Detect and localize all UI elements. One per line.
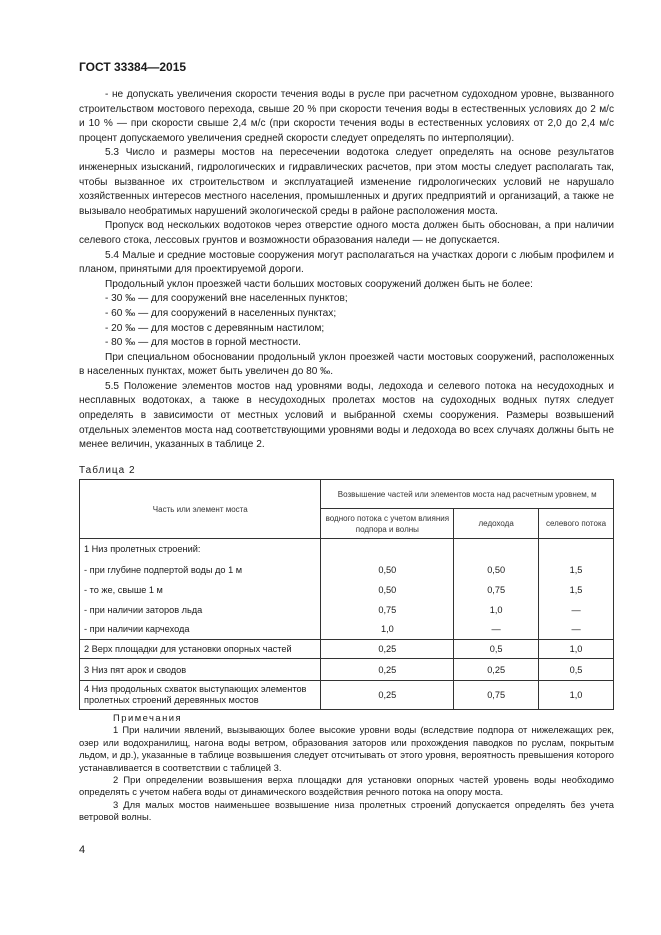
header-ice: ледохода [454, 509, 539, 539]
table-row [80, 640, 614, 659]
value-mud: 1,0 [539, 640, 614, 659]
paragraph: Пропуск вод нескольких водотоков через отверстие одного моста должен быть обоснован, а при наличии селевого стока, лессовых грунтов и возможности образования наледи — не допускается. [79, 220, 614, 246]
value-ice [454, 539, 539, 560]
elevation-table [79, 479, 614, 710]
paragraph: 5.5 Положение элементов мостов над уровнями воды, ледохода и селевого потока на несудоходных и несплавных водотоках, а также в несудоходных пролетах мостов на судоходных водных путях следует определять в зависимости от местных условий и выбранной схемы сооружения. Размеры возвышений отдельных элементов моста над соответствующими уровнями воды и ледохода во всех случаях должны быть не менее величин, указанных в таблице 2. [79, 380, 614, 451]
body-text [79, 88, 614, 453]
table-row [80, 681, 614, 710]
value-water: 0,50 [321, 580, 454, 600]
header-water: водного потока с учетом влияния подпора и волны [321, 509, 454, 539]
note-item: 2 При определении возвышения верха площадки для установки опорных частей уровень воды необходимо определять с учетом набега воды от динамического воздействия речного потока на опору моста. [79, 774, 614, 798]
value-mud: — [539, 600, 614, 620]
notes-block [79, 712, 614, 824]
row-label: 4 Низ продольных схваток выступающих элементов пролетных строений деревянных мостов [80, 681, 321, 710]
header-part: Часть или элемент моста [80, 480, 321, 539]
value-water: 0,50 [321, 560, 454, 580]
table-row [80, 620, 614, 640]
notes-title: Примечания [113, 712, 183, 723]
table-row [80, 580, 614, 600]
value-water: 0,25 [321, 659, 454, 681]
table-row [80, 600, 614, 620]
value-ice: 0,75 [454, 681, 539, 710]
row-label: - то же, свыше 1 м [80, 580, 321, 600]
value-ice: — [454, 620, 539, 640]
note-item: 3 Для малых мостов наименьшее возвышение низа пролетных строений допускается определять без учета ветровой волны. [79, 798, 614, 823]
row-label: - при наличии карчехода [80, 620, 321, 640]
header-group: Возвышение частей или элементов моста над расчетным уровнем, м [321, 480, 614, 509]
row-label: 1 Низ пролетных строений: [80, 539, 321, 560]
paragraph: Продольный уклон проезжей части больших мостовых сооружений должен быть не более: [105, 278, 533, 290]
value-mud: 0,5 [539, 659, 614, 681]
list-item: - 20 ‰ — для мостов с деревянным настилом; [105, 322, 325, 334]
note-item: 1 При наличии явлений, вызывающих более высокие уровни воды (вследствие подпора от нижележащих рек, озер или водохранилищ, нагона воды ветром, образования заторов или прохождения паводков по руслам, покрытым льдом, и др.), указанные в таблице возвышения следует отсчитывать от этого уровня, вероятность превышения которого устанавливается в соответствии с таблицей 3. [79, 724, 614, 773]
row-label: 2 Верх площадки для установки опорных частей [80, 640, 321, 659]
row-label: - при глубине подпертой воды до 1 м [80, 560, 321, 580]
value-ice: 0,5 [454, 640, 539, 659]
page-number: 4 [79, 844, 86, 856]
table-row [80, 659, 614, 681]
list-item: - 80 ‰ — для мостов в горной местности. [105, 337, 301, 349]
row-label: 3 Низ пят арок и сводов [80, 659, 321, 681]
value-water: 1,0 [321, 620, 454, 640]
value-mud: — [539, 620, 614, 640]
value-mud [539, 539, 614, 560]
paragraph: 5.3 Число и размеры мостов на пересечении водотока следует определять на основе результатов инженерных изысканий, гидрологических и гидравлических расчетов, при этом мосты следует располагать так, чтобы вызванное их строительством и эксплуатацией изменение гидрологических условий не нарушало хозяйственных интересов местного населения, промышленных и других предприятий и организаций, а также не вызывало необратимых нарушений экологической среды в районе расположения моста. [79, 147, 614, 217]
header-mud: селевого потока [539, 509, 614, 539]
value-water [321, 539, 454, 560]
document-header: ГОСТ 33384—2015 [79, 60, 187, 74]
value-ice: 1,0 [454, 600, 539, 620]
list-item: - 30 ‰ — для сооружений вне населенных пунктов; [105, 293, 348, 305]
value-mud: 1,5 [539, 580, 614, 600]
list-item: - 60 ‰ — для сооружений в населенных пунктах; [105, 307, 337, 319]
value-water: 0,25 [321, 681, 454, 710]
value-mud: 1,0 [539, 681, 614, 710]
row-label: - при наличии заторов льда [80, 600, 321, 620]
value-ice: 0,25 [454, 659, 539, 681]
table-caption: Таблица 2 [79, 465, 136, 476]
value-mud: 1,5 [539, 560, 614, 580]
value-ice: 0,50 [454, 560, 539, 580]
table-row [80, 539, 614, 560]
value-water: 0,75 [321, 600, 454, 620]
paragraph: 5.4 Малые и средние мостовые сооружения могут располагаться на участках дороги с любым профилем и планом, принятыми для проектируемой дороги. [79, 249, 614, 276]
paragraph: При специальном обосновании продольный уклон проезжей части мостовых сооружений, расположенных в населенных пунктах, может быть увеличен до 80 ‰. [79, 351, 614, 378]
table-row [80, 560, 614, 580]
paragraph: - не допускать увеличения скорости течения воды в русле при расчетном судоходном уровне, вызванного строительством мостового перехода, свыше 20 % при скорости течения воды в естественных условиях до 2 м/с и 10 % — при скорости свыше 2,4 м/с (при скорости течения воды в естественных условиях от 2,0 до 2,4 м/с процент допускаемого увеличения средней скорости следует определять по интерполяции). [79, 89, 614, 144]
value-water: 0,25 [321, 640, 454, 659]
value-ice: 0,75 [454, 580, 539, 600]
